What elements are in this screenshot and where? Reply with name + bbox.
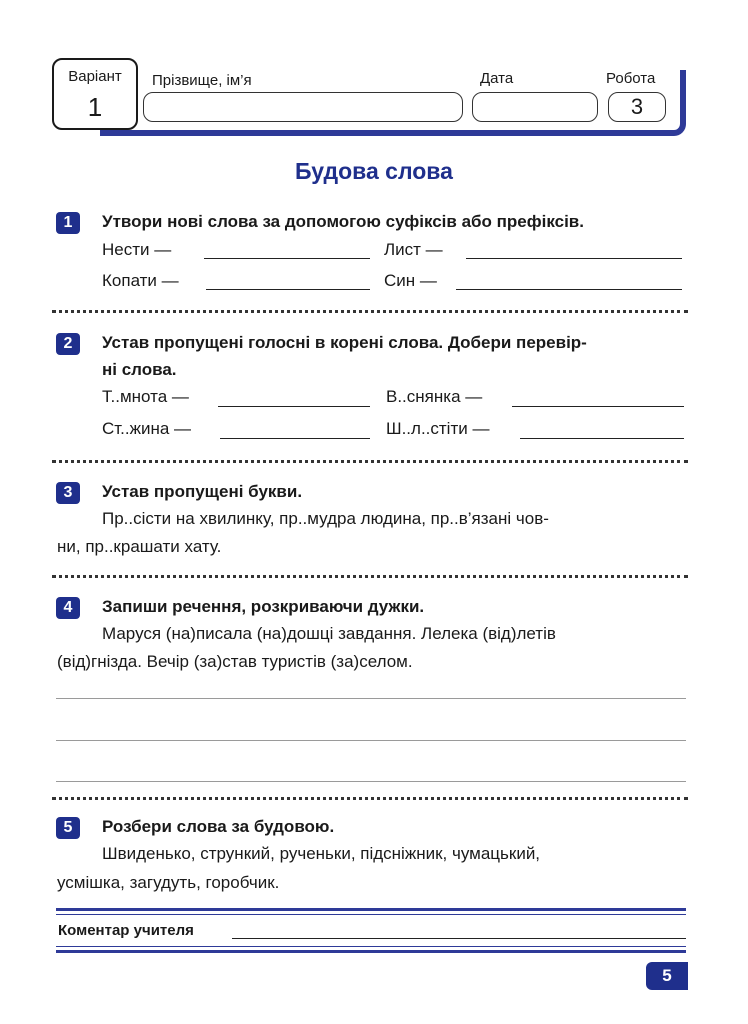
- comment-bottom-rule: [56, 950, 686, 953]
- task-1-item-2: Лист —: [384, 240, 443, 259]
- task-5-title: Розбери слова за будовою.: [102, 817, 335, 836]
- comment-bottom-rule-thin: [56, 946, 686, 947]
- task-3-number: 3: [56, 482, 80, 504]
- variant-box: [52, 58, 138, 130]
- task-4-line-1: Маруся (на)писала (на)дошці завдання. Лелека (від)летів: [102, 624, 556, 643]
- writing-line[interactable]: [56, 781, 686, 782]
- task-1-item-4: Син —: [384, 271, 437, 290]
- task-3-line-1: Пр..сісти на хвилинку, пр..мудра людина, пр..в’язані чов-: [102, 509, 549, 528]
- writing-line[interactable]: [56, 698, 686, 699]
- task-5-number: 5: [56, 817, 80, 839]
- task-2-item-4: Ш..л..стіти —: [386, 419, 490, 438]
- dotted-separator: [52, 460, 688, 463]
- answer-line[interactable]: [218, 406, 370, 407]
- answer-line[interactable]: [204, 258, 370, 259]
- dotted-separator: [52, 797, 688, 800]
- variant-label: Варіант: [68, 68, 122, 85]
- comment-top-rule: [56, 908, 686, 911]
- date-field[interactable]: [472, 92, 598, 122]
- name-field[interactable]: [143, 92, 463, 122]
- comment-top-rule-thin: [56, 914, 686, 915]
- dotted-separator: [52, 310, 688, 313]
- answer-line[interactable]: [220, 438, 370, 439]
- answer-line[interactable]: [466, 258, 682, 259]
- task-1-title: Утвори нові слова за допомогою суфіксів або префіксів.: [102, 212, 584, 231]
- task-2-item-2: В..снянка —: [386, 387, 483, 406]
- work-number: 3: [608, 92, 666, 122]
- page-title: Будова слова: [295, 158, 453, 184]
- writing-line[interactable]: [56, 740, 686, 741]
- task-1-item-1: Нести —: [102, 240, 172, 259]
- task-4-title: Запиши речення, розкриваючи дужки.: [102, 597, 425, 616]
- date-label: Дата: [480, 70, 514, 87]
- task-2-title-line-1: Устав пропущені голосні в корені слова. Добери перевір-: [102, 333, 587, 352]
- teacher-comment-line[interactable]: [232, 938, 686, 939]
- task-2-number: 2: [56, 333, 80, 355]
- answer-line[interactable]: [520, 438, 684, 439]
- task-1-item-3: Копати —: [102, 271, 179, 290]
- task-5-line-1: Швиденько, стрункий, рученьки, підсніжник, чумацький,: [102, 844, 541, 863]
- task-1-number: 1: [56, 212, 80, 234]
- name-label: Прізвище, ім’я: [152, 72, 252, 89]
- task-4-number: 4: [56, 597, 80, 619]
- answer-line[interactable]: [206, 289, 370, 290]
- task-2-title-line-2: ні слова.: [102, 360, 177, 379]
- task-5-line-2: усмішка, загудуть, горобчик.: [57, 873, 280, 892]
- answer-line[interactable]: [512, 406, 684, 407]
- task-2-item-1: Т..мнота —: [102, 387, 189, 406]
- work-label: Робота: [606, 70, 656, 87]
- task-3-title: Устав пропущені букви.: [102, 482, 303, 501]
- task-3-line-2: ни, пр..крашати хату.: [57, 537, 222, 556]
- answer-line[interactable]: [456, 289, 682, 290]
- task-4-line-2: (від)гнізда. Вечір (за)став туристів (за)селом.: [57, 652, 413, 671]
- variant-number: 1: [87, 92, 103, 122]
- page-number: 5: [646, 962, 688, 990]
- teacher-comment-label: Коментар учителя: [58, 922, 194, 939]
- dotted-separator: [52, 575, 688, 578]
- task-2-item-3: Ст..жина —: [102, 419, 192, 438]
